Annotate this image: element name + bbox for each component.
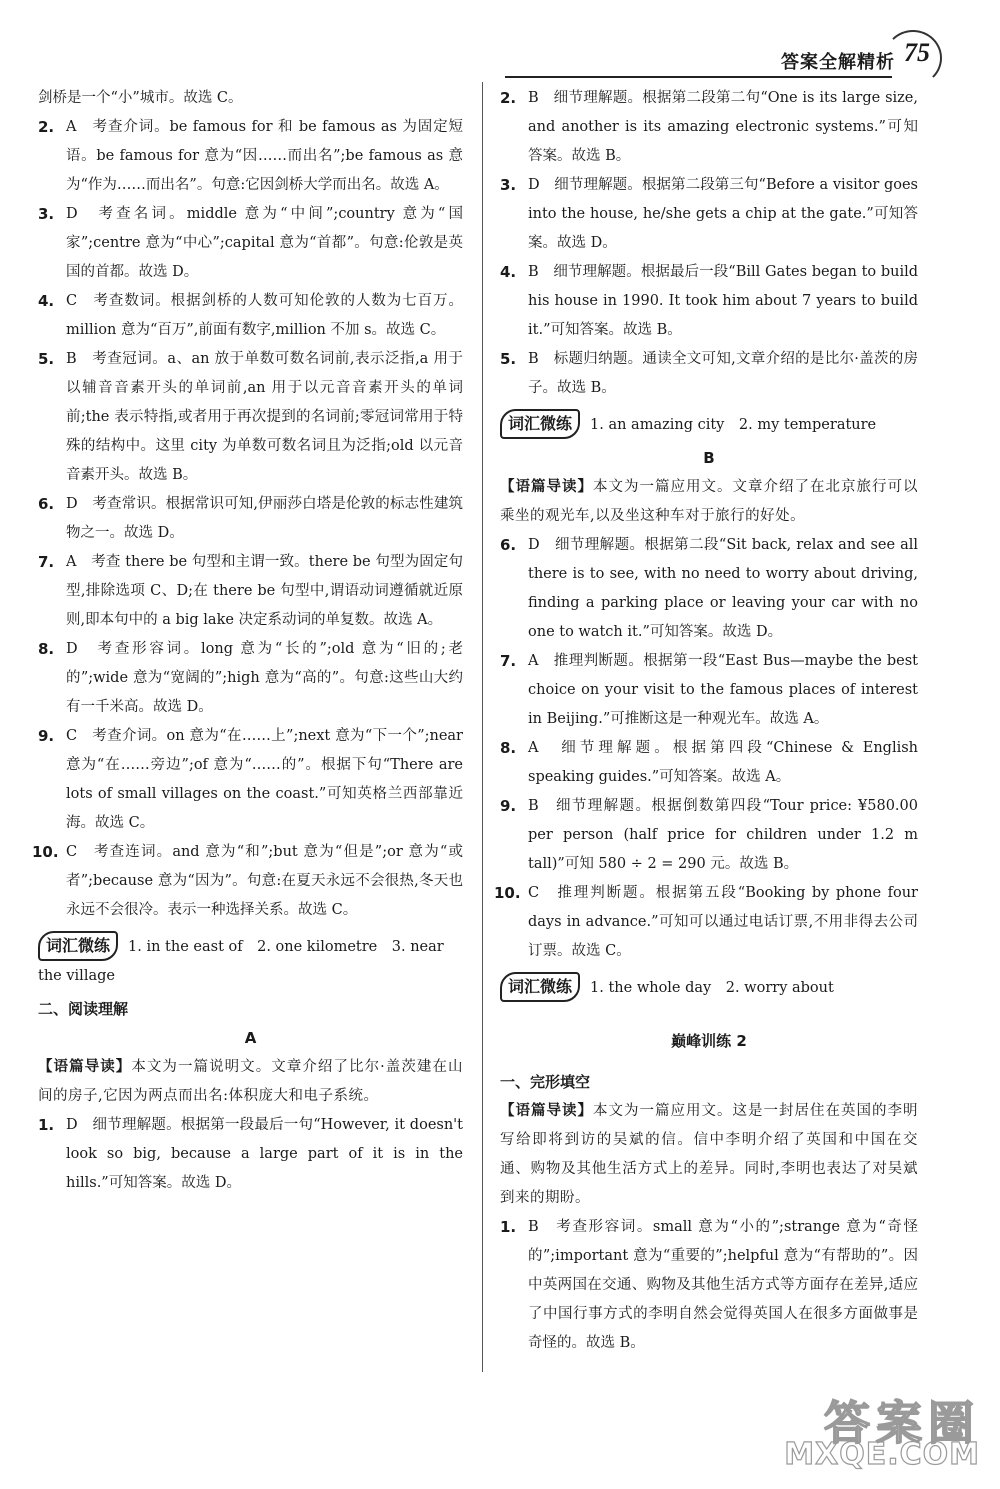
answer-item-b10 bbox=[494, 879, 918, 966]
item-number: 7. bbox=[38, 553, 55, 571]
vocab-practice-right-1 bbox=[500, 403, 918, 444]
item-text: D 细节理解题。根据第二段“Sit back, relax and see all there is to see, with no need to worry about driving, finding a parking place or leaving your car with no one to watch it.”可知答案。故选 D。 bbox=[528, 537, 918, 640]
part-heading-b: B bbox=[703, 449, 715, 467]
item-number: 10. bbox=[32, 843, 59, 861]
item-number: 3. bbox=[500, 176, 517, 194]
item-text: B 细节理解题。根据倒数第四段“Tour price: ¥580.00 per person (half price for children under 1.2 m tall)”可知 580 ÷ 2 = 290 元。故选 B。 bbox=[528, 798, 918, 872]
item-text: A 考查介词。be famous for 和 be famous as 为固定短语。be famous for 意为“因……而出名”;be famous as 意为“作为……而出名”。句意:它因剑桥大学而出名。故选 A。 bbox=[66, 119, 463, 193]
item-text: A 考查 there be 句型和主谓一致。there be 句型为固定句型,排除选项 C、D;在 there be 句型中,谓语动词遵循就近原则,即本句中的 a big lake 决定系动词的单复数。故选 A。 bbox=[66, 554, 463, 628]
training-title: 巅峰训练 2 bbox=[671, 1032, 747, 1050]
section-heading-reading: 二、阅读理解 bbox=[38, 1000, 129, 1018]
item-text: A 推理判断题。根据第一段“East Bus—maybe the best choice on your visit to the famous places of interest in Beijing.”可推断这是一种观光车。故选 A。 bbox=[528, 653, 918, 727]
vocab-badge: 词汇微练 bbox=[38, 931, 118, 961]
vocab-practice-right-2 bbox=[500, 966, 918, 1007]
item-text: C 考查数词。根据剑桥的人数可知伦敦的人数为七百万。million 意为“百万”,前面有数字,million 不加 s。故选 C。 bbox=[66, 293, 463, 338]
item-number: 3. bbox=[38, 205, 55, 223]
item-number: 1. bbox=[38, 1116, 55, 1134]
watermark-url: MXQE.COM bbox=[784, 1437, 980, 1472]
passage-intro-b bbox=[500, 473, 918, 531]
vocab-practice-left bbox=[38, 925, 463, 995]
item-number: 4. bbox=[500, 263, 517, 281]
answer-item-b7 bbox=[500, 647, 918, 734]
item-number: 7. bbox=[500, 652, 517, 670]
answer-item-c1 bbox=[500, 1213, 918, 1358]
item-number: 8. bbox=[38, 640, 55, 658]
vocab-badge: 词汇微练 bbox=[500, 972, 580, 1002]
item-number: 2. bbox=[500, 89, 517, 107]
answer-item-a5 bbox=[500, 345, 918, 403]
continued-line: 剑桥是一个“小”城市。故选 C。 bbox=[38, 90, 243, 106]
item-number: 5. bbox=[500, 350, 517, 368]
answer-item-10 bbox=[32, 838, 463, 925]
vocab-answers: 1. in the east of 2. one kilometre 3. near the village bbox=[38, 939, 444, 984]
watermark-logo-text: 答案圈 bbox=[824, 1396, 980, 1450]
item-text: C 考查介词。on 意为“在……上”;next 意为“下一个”;near 意为“在……旁边”;of 意为“……的”。根据下句“There are lots of small villages on the coast.”可知英格兰西部靠近海。故选 C。 bbox=[66, 728, 463, 831]
answer-item-9 bbox=[38, 722, 463, 838]
answer-item-a1 bbox=[38, 1111, 463, 1198]
answer-item-a2 bbox=[500, 84, 918, 171]
answer-item-b8 bbox=[500, 734, 918, 792]
answer-item-a3 bbox=[500, 171, 918, 258]
item-number: 6. bbox=[500, 536, 517, 554]
section-heading-cloze: 一、完形填空 bbox=[500, 1073, 591, 1091]
item-text: B 考查形容词。small 意为“小的”;strange 意为“奇怪的”;important 意为“重要的”;helpful 意为“有帮助的”。因中英两国在交通、购物及其他生活方式等方面存在差异,适应了中国行事方式的李明自然会觉得英国人在很多方面做事是奇怪的。故选 B。 bbox=[528, 1219, 918, 1351]
header-title: 答案全解精析 bbox=[781, 52, 895, 73]
answer-item-2 bbox=[38, 113, 463, 200]
item-text: B 考查冠词。a、an 放于单数可数名词前,表示泛指,a 用于以辅音音素开头的单词前,an 用于以元音音素开头的单词前;the 表示特指,或者用于再次提到的名词前;零冠词常用于特殊的结构中。这里 city 为单数可数名词且为泛指;old 以元音音素开头。故选 B。 bbox=[66, 351, 463, 483]
item-number: 2. bbox=[38, 118, 55, 136]
answer-item-b9 bbox=[500, 792, 918, 879]
answer-item-8 bbox=[38, 635, 463, 722]
answer-item-4 bbox=[38, 287, 463, 345]
answer-item-b6 bbox=[500, 531, 918, 647]
item-number: 1. bbox=[500, 1218, 517, 1236]
intro-text: 本文为一篇说明文。文章介绍了比尔·盖茨建在山间的房子,它因为两点而出名:体积庞大和电子系统。 bbox=[38, 1059, 464, 1104]
item-text: C 考查连词。and 意为“和”;but 意为“但是”;or 意为“或者”;because 意为“因为”。句意:在夏天永远不会很热,冬天也永远不会很冷。表示一种选择关系。故选 C。 bbox=[66, 844, 463, 918]
intro-text: 本文为一篇应用文。文章介绍了在北京旅行可以乘坐的观光车,以及坐这种车对于旅行的好处。 bbox=[500, 479, 918, 524]
item-text: D 考查形容词。long 意为“长的”;old 意为“旧的;老的”;wide 意为“宽阔的”;high 意为“高的”。句意:这些山大约有一千米高。故选 D。 bbox=[66, 641, 463, 715]
passage-intro-c bbox=[500, 1097, 918, 1213]
item-number: 4. bbox=[38, 292, 55, 310]
intro-tag: 【语篇导读】 bbox=[500, 1103, 593, 1119]
item-text: A 细节理解题。根据第四段“Chinese & English speaking guides.”可知答案。故选 A。 bbox=[528, 740, 918, 785]
answer-item-7 bbox=[38, 548, 463, 635]
item-text: B 细节理解题。根据最后一段“Bill Gates began to build his house in 1990. It took him about 7 years to build it.”可知答案。故选 B。 bbox=[528, 264, 918, 338]
column-divider bbox=[482, 82, 483, 1372]
item-number: 8. bbox=[500, 739, 517, 757]
item-number: 6. bbox=[38, 495, 55, 513]
right-column bbox=[494, 84, 918, 1358]
item-text: D 考查常识。根据常识可知,伊丽莎白塔是伦敦的标志性建筑物之一。故选 D。 bbox=[66, 496, 463, 541]
intro-text: 本文为一篇应用文。这是一封居住在英国的李明写给即将到访的吴斌的信。信中李明介绍了英国和中国在交通、购物及其他生活方式上的差异。同时,李明也表达了对吴斌到来的期盼。 bbox=[500, 1103, 918, 1206]
item-text: C 推理判断题。根据第五段“Booking by phone four days in advance.”可知可以通过电话订票,不用非得去公司订票。故选 C。 bbox=[528, 885, 918, 959]
answer-item-6 bbox=[38, 490, 463, 548]
header-rule bbox=[505, 76, 892, 78]
vocab-answers: 1. the whole day 2. worry about bbox=[590, 980, 834, 996]
page-number: 75 bbox=[904, 38, 930, 67]
item-text: B 细节理解题。根据第二段第二句“One is its large size, and another is its amazing electronic systems.”可知答案。故选 B。 bbox=[528, 90, 918, 164]
item-number: 5. bbox=[38, 350, 55, 368]
item-text: D 细节理解题。根据第一段最后一句“However, it doesn't look so big, because a large part of it is in the hills.”可知答案。故选 D。 bbox=[66, 1117, 463, 1191]
intro-tag: 【语篇导读】 bbox=[500, 479, 593, 495]
item-number: 9. bbox=[500, 797, 517, 815]
answer-item-3 bbox=[38, 200, 463, 287]
item-number: 10. bbox=[494, 884, 521, 902]
item-number: 9. bbox=[38, 727, 55, 745]
watermark bbox=[770, 1387, 980, 1477]
item-text: D 考查名词。middle 意为“中间”;country 意为“国家”;centre 意为“中心”;capital 意为“首都”。句意:伦敦是英国的首都。故选 D。 bbox=[66, 206, 463, 280]
intro-tag: 【语篇导读】 bbox=[38, 1059, 132, 1075]
left-column bbox=[32, 84, 464, 1198]
item-text: D 细节理解题。根据第二段第三句“Before a visitor goes into the house, he/she gets a chip at the gate.”可知答案。故选 D。 bbox=[528, 177, 918, 251]
item-text: B 标题归纳题。通读全文可知,文章介绍的是比尔·盖茨的房子。故选 B。 bbox=[528, 351, 918, 396]
vocab-badge: 词汇微练 bbox=[500, 409, 580, 439]
answer-item-5 bbox=[38, 345, 463, 490]
passage-intro-a bbox=[38, 1053, 463, 1111]
vocab-answers: 1. an amazing city 2. my temperature bbox=[590, 417, 877, 433]
answer-item-a4 bbox=[500, 258, 918, 345]
part-heading-a: A bbox=[244, 1029, 257, 1047]
